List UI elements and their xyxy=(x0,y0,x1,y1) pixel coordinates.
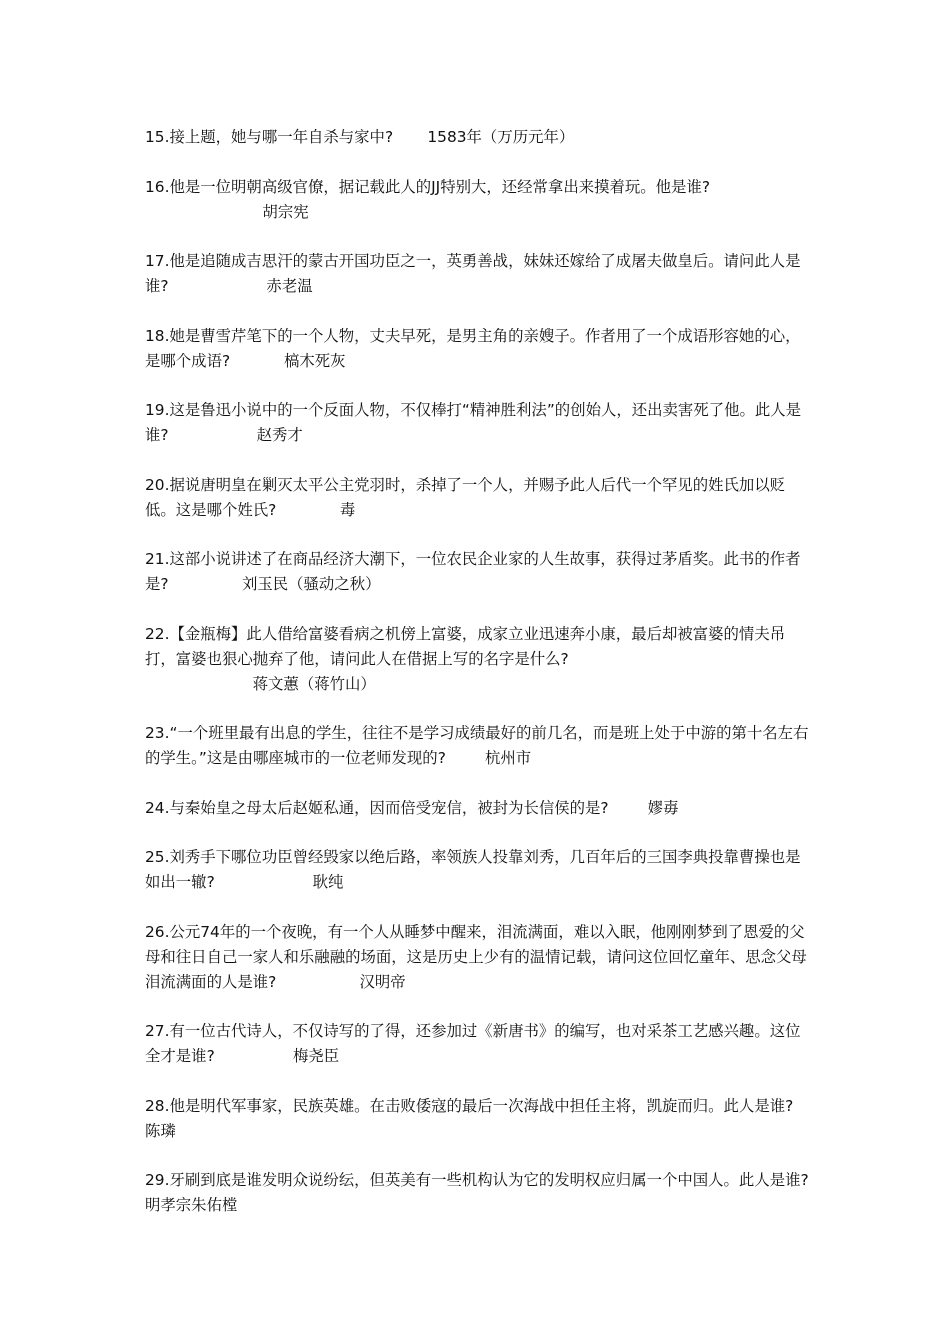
answer-text: 耿纯 xyxy=(312,873,344,891)
question-text: 24.与秦始皇之母太后赵姬私通，因而倍受宠信，被封为长信侯的是? xyxy=(145,798,609,817)
answer-text: 嫪毐 xyxy=(647,798,679,817)
quiz-item-27 xyxy=(145,1019,810,1069)
answer-gap xyxy=(169,426,257,444)
question-text: 15.接上题，她与哪一年自杀与家中? xyxy=(145,128,394,146)
question-text: 29.牙刷到底是谁发明众说纷纭，但英美有一些机构认为它的发明权应归属一个中国人。此人是谁? xyxy=(145,1171,809,1189)
answer-gap xyxy=(169,575,242,593)
question-text: 21.这部小说讲述了在商品经济大潮下，一位农民企业家的人生故事，获得过茅盾奖。此书的作者是? xyxy=(145,550,801,593)
answer-gap xyxy=(169,277,267,295)
quiz-item-25 xyxy=(145,845,810,895)
quiz-item-16 xyxy=(145,175,810,225)
quiz-item-28 xyxy=(145,1094,810,1144)
question-text: 20.据说唐明皇在剿灭太平公主党羽时，杀掉了一个人，并赐予此人后代一个罕见的姓氏加以贬低。这是哪个姓氏? xyxy=(145,475,786,519)
question-text: 27.有一位古代诗人，不仅诗写的了得，还参加过《新唐书》的编写，也对采茶工艺感兴趣。这位全才是谁? xyxy=(145,1022,801,1065)
answer-text: 1583年（万历元年） xyxy=(427,128,575,146)
answer-text: 明孝宗朱佑樘 xyxy=(145,1196,238,1214)
answer-text: 赤老温 xyxy=(266,277,313,295)
answer-gap xyxy=(215,1047,293,1065)
answer-text: 汉明帝 xyxy=(359,972,406,991)
answer-gap xyxy=(793,1097,891,1115)
answer-text: 赵秀才 xyxy=(256,426,303,444)
quiz-item-29 xyxy=(145,1168,810,1218)
answer-text: 陈璘 xyxy=(145,1121,176,1140)
question-text: 19.这是鲁迅小说中的一个反面人物，不仅棒打“精神胜利法”的创始人，还出卖害死了他。此人是谁? xyxy=(145,401,802,444)
answer-gap xyxy=(609,799,648,817)
quiz-item-20 xyxy=(145,473,810,523)
answer-text: 梅尧臣 xyxy=(293,1047,340,1065)
quiz-item-24 xyxy=(145,796,810,821)
quiz-item-26 xyxy=(145,920,810,995)
question-text: 22.【金瓶梅】此人借给富婆看病之机傍上富婆，成家立业迅速奔小康，最后却被富婆的情夫吊打，富婆也狠心抛弃了他，请问此人在借据上写的名字是什么? xyxy=(145,624,786,668)
quiz-item-17 xyxy=(145,249,810,299)
quiz-item-18 xyxy=(145,324,810,374)
quiz-item-19 xyxy=(145,398,810,448)
answer-gap xyxy=(809,1171,902,1189)
question-text: 18.她是曹雪芹笔下的一个人物，丈夫早死，是男主角的亲嫂子。作者用了一个成语形容她的心，是哪个成语? xyxy=(145,326,801,370)
quiz-item-21 xyxy=(145,547,810,597)
answer-gap xyxy=(230,352,284,370)
quiz-list xyxy=(145,125,810,1243)
question-text: 17.他是追随成吉思汗的蒙古开国功臣之一，英勇善战，妹妹还嫁给了成屠夫做皇后。请问此人是谁? xyxy=(145,252,801,295)
question-text: 28.他是明代军事家，民族英雄。在击败倭寇的最后一次海战中担任主将，凯旋而归。此人是谁? xyxy=(145,1096,794,1115)
answer-gap xyxy=(393,128,427,146)
answer-gap xyxy=(215,873,313,891)
question-text: 25.刘秀手下哪位功臣曾经毁家以绝后路，率领族人投靠刘秀，几百年后的三国李典投靠曹操也是如出一辙? xyxy=(145,848,801,891)
answer-gap xyxy=(145,675,253,693)
question-text: 23.“一个班里最有出息的学生，往往不是学习成绩最好的前几名，而是班上处于中游的第十名左右的学生。”这是由哪座城市的一位老师发现的? xyxy=(145,724,809,767)
answer-gap xyxy=(446,749,485,767)
answer-gap xyxy=(145,203,262,221)
question-text: 26.公元74年的一个夜晚，有一个人从睡梦中醒来，泪流满面，难以入眠，他刚刚梦到了恩爱的父母和往日自己一家人和乐融融的场面，这是历史上少有的温情记载，请问这位回忆童年、思念父母泪流满面的人是谁? xyxy=(145,922,807,991)
answer-text: 毒 xyxy=(339,500,356,519)
quiz-item-23 xyxy=(145,721,810,771)
quiz-item-22 xyxy=(145,622,810,697)
answer-gap xyxy=(276,501,340,519)
answer-text: 蒋文蕙（蒋竹山） xyxy=(252,674,376,693)
question-text: 16.他是一位明朝高级官僚，据记载此人的JJ特别大，还经常拿出来摸着玩。他是谁? xyxy=(145,177,711,196)
answer-text: 槁木死灰 xyxy=(283,351,346,370)
answer-text: 刘玉民（骚动之秋） xyxy=(241,575,381,593)
quiz-item-15 xyxy=(145,125,810,150)
answer-text: 杭州市 xyxy=(485,749,532,767)
answer-gap xyxy=(276,973,359,991)
answer-text: 胡宗宪 xyxy=(262,202,309,221)
